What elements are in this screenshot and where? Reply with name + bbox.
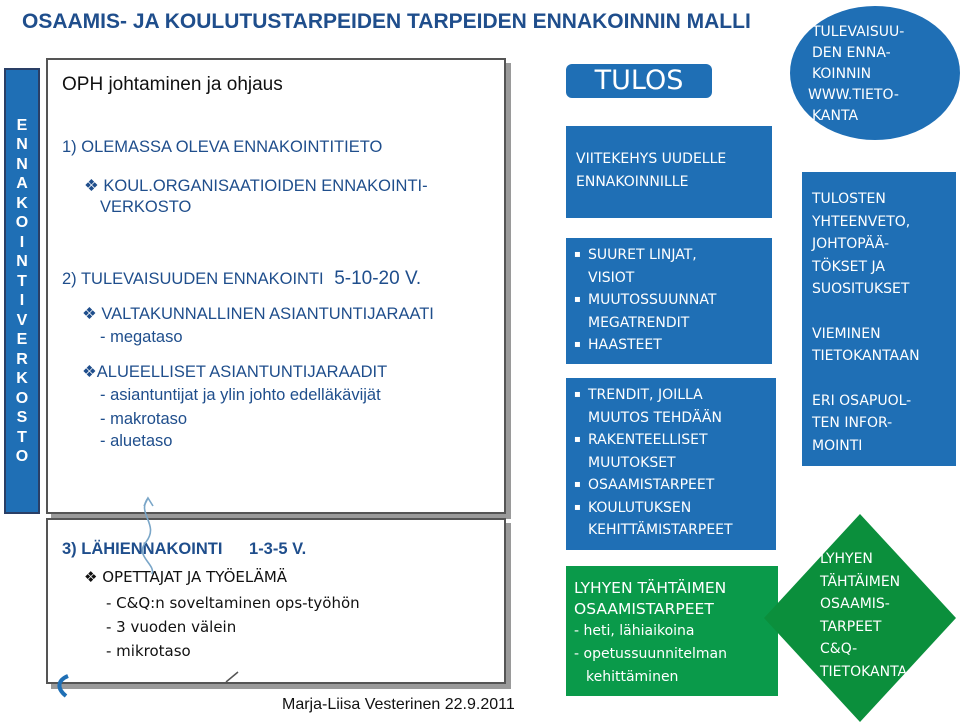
results-line: YHTEENVETO,	[812, 213, 911, 230]
short-term-line3: kehittäminen	[586, 669, 679, 685]
short-term-line1: - heti, lähiaikoina	[574, 623, 695, 639]
change-item-text: KEHITTÄMISTARPEET	[588, 522, 733, 538]
item-3-label: 3) LÄHIENNAKOINTI	[62, 540, 223, 558]
diamond-line: C&Q-	[820, 641, 858, 657]
vertical-letter: N	[16, 136, 28, 153]
framework-line: VIITEKEHYS UUDELLE	[576, 151, 727, 167]
results-line: MOINTI	[812, 437, 863, 454]
results-line: TULOSTEN	[812, 191, 886, 207]
author-credit: Marja-Liisa Vesterinen 22.9.2011	[282, 696, 515, 713]
change-item	[574, 452, 776, 475]
change-item	[574, 407, 776, 430]
bullet-indent	[574, 267, 588, 290]
megatrend-item-text: VISIOT	[588, 269, 635, 286]
diamond-line: OSAAMIS-	[820, 596, 890, 612]
square-bullet-icon: ▪	[574, 501, 581, 513]
bottom-line-4: - mikrotaso	[106, 642, 191, 660]
vertical-letter: T	[17, 428, 27, 446]
change-item-text: MUUTOS TEHDÄÄN	[588, 409, 722, 426]
square-bullet-icon: ▪	[574, 294, 581, 305]
short-term-title-line2: OSAAMISTARPEET	[574, 600, 714, 618]
square-bullet-icon: ▪	[574, 249, 581, 260]
change-item-text: MUUTOKSET	[588, 454, 676, 471]
foresight-database-circle	[790, 6, 960, 140]
diamond-line: TÄHTÄIMEN	[820, 573, 901, 590]
results-line: JOHTOPÄÄ-	[812, 236, 890, 252]
change-item	[574, 429, 776, 452]
framework-line: ENNAKOINNILLE	[576, 173, 689, 190]
bullet-indent	[574, 407, 588, 430]
change-item	[574, 384, 776, 407]
megatrend-item-text: SUURET LINJAT,	[588, 247, 697, 263]
diagram-title: OSAAMIS- JA KOULUTUSTARPEIDEN TARPEIDEN ENNAKOINNIN MALLI	[22, 10, 751, 33]
vertical-letter: O	[15, 448, 29, 465]
changes-box	[566, 378, 776, 550]
change-item	[574, 474, 776, 497]
box-heading: OPH johtaminen ja ohjaus	[62, 74, 283, 95]
database-label-line: TULEVAISUU-	[812, 24, 905, 40]
megatrend-item	[574, 267, 772, 290]
square-bullet-icon: ▪	[574, 389, 581, 400]
square-bullet-icon: ▪	[574, 339, 581, 350]
bullet-national-line1: ❖ VALTAKUNNALLINEN ASIANTUNTIJARAATI	[82, 305, 434, 323]
bullet-national-line2: - megataso	[100, 328, 183, 346]
diamond-line: TIETOKANTA	[820, 663, 908, 680]
megatrend-item-text: MEGATRENDIT	[588, 314, 690, 331]
short-term-line2: - opetussuunnitelman	[574, 646, 727, 662]
vertical-letter: K	[16, 370, 28, 387]
diamond-line: TARPEET	[820, 618, 882, 635]
change-item	[574, 497, 776, 520]
vertical-letter: K	[16, 194, 28, 212]
item-2	[62, 268, 421, 290]
database-label-line: DEN ENNA-	[812, 45, 891, 61]
vertical-letter: O	[15, 214, 29, 231]
square-bullet-icon: ▪	[574, 479, 581, 490]
vertical-letter: E	[16, 116, 28, 134]
short-term-forecasting-box	[46, 518, 506, 684]
squiggle-connector-icon	[126, 494, 246, 694]
change-item	[574, 519, 776, 542]
bullet-regional-line3: - makrotaso	[100, 410, 188, 428]
short-term-title-line1: LYHYEN TÄHTÄIMEN	[574, 579, 727, 597]
item-2-years: 5-10-20 V.	[334, 268, 422, 289]
database-label-line: KOINNIN	[812, 66, 872, 82]
ennakointiverkosto-vertical-label	[4, 68, 40, 514]
megatrends-box	[566, 238, 772, 364]
bottom-line-2: - C&Q:n soveltaminen ops-työhön	[106, 594, 360, 612]
short-term-needs-box	[566, 566, 778, 696]
vertical-letter: N	[16, 155, 28, 173]
decorative-arc-icon	[54, 674, 70, 698]
results-line: SUOSITUKSET	[812, 281, 910, 297]
bullet-regional-line1: ❖ALUEELLISET ASIANTUNTIJARAADIT	[82, 363, 388, 381]
vertical-letter: A	[16, 175, 28, 192]
vertical-letter: V	[16, 311, 28, 329]
megatrend-item	[574, 334, 772, 357]
bullet-indent	[574, 519, 588, 542]
bullet-indent	[574, 452, 588, 475]
results-line: ERI OSAPUOL-	[812, 392, 912, 409]
change-item-text: RAKENTEELLISET	[588, 432, 708, 448]
results-line: TIETOKANTAAN	[812, 348, 920, 364]
vertical-letter: N	[16, 253, 28, 270]
bullet-indent	[574, 312, 588, 335]
megatrend-item	[574, 289, 772, 312]
square-bullet-icon: ▪	[574, 434, 581, 445]
tulos-label: TULOS	[566, 64, 712, 98]
results-line: TÖKSET JA	[812, 258, 885, 275]
vertical-letter: O	[15, 389, 29, 407]
bullet-regional-line4: - aluetaso	[100, 432, 173, 450]
results-summary-box	[802, 172, 956, 466]
change-item-text: TRENDIT, JOILLA	[588, 387, 703, 403]
vertical-letter: I	[19, 233, 25, 251]
bottom-line-3: - 3 vuoden välein	[106, 618, 237, 636]
item-1-sub-line1: ❖ KOUL.ORGANISAATIOIDEN ENNAKOINTI-	[84, 177, 428, 195]
results-line: TEN INFOR-	[812, 415, 893, 431]
megatrend-item-text: MUUTOSSUUNNAT	[588, 292, 717, 308]
group-spacer	[812, 368, 956, 390]
vertical-letter: E	[16, 331, 28, 348]
megatrend-item-text: HAASTEET	[588, 337, 662, 353]
framework-box	[566, 126, 772, 218]
vertical-letter: R	[16, 350, 28, 368]
diamond-text	[820, 548, 907, 683]
megatrend-item	[574, 244, 772, 267]
item-2-label: 2) TULEVAISUUDEN ENNAKOINTI	[62, 270, 324, 288]
item-3-years: 1-3-5 V.	[249, 540, 307, 558]
results-line: VIEMINEN	[812, 325, 881, 342]
item-1-sub-line2: VERKOSTO	[100, 198, 192, 216]
megatrend-item	[574, 312, 772, 335]
vertical-letter: I	[19, 292, 25, 309]
oph-guidance-box	[46, 58, 506, 514]
database-label-line: KANTA	[812, 108, 859, 124]
bullet-regional-line2: - asiantuntijat ja ylin johto edelläkävijät	[100, 386, 381, 404]
diamond-line: LYHYEN	[820, 551, 873, 567]
change-item-text: OSAAMISTARPEET	[588, 477, 715, 493]
change-item-text: KOULUTUKSEN	[588, 499, 692, 516]
vertical-letter: S	[16, 409, 28, 426]
item-1: 1) OLEMASSA OLEVA ENNAKOINTITIETO	[62, 138, 383, 156]
bullet-teachers: ❖ OPETTAJAT JA TYÖELÄMÄ	[84, 568, 288, 586]
vertical-letter: T	[17, 272, 27, 290]
database-label-line: WWW.TIETO-	[808, 87, 899, 103]
group-spacer	[812, 301, 956, 323]
